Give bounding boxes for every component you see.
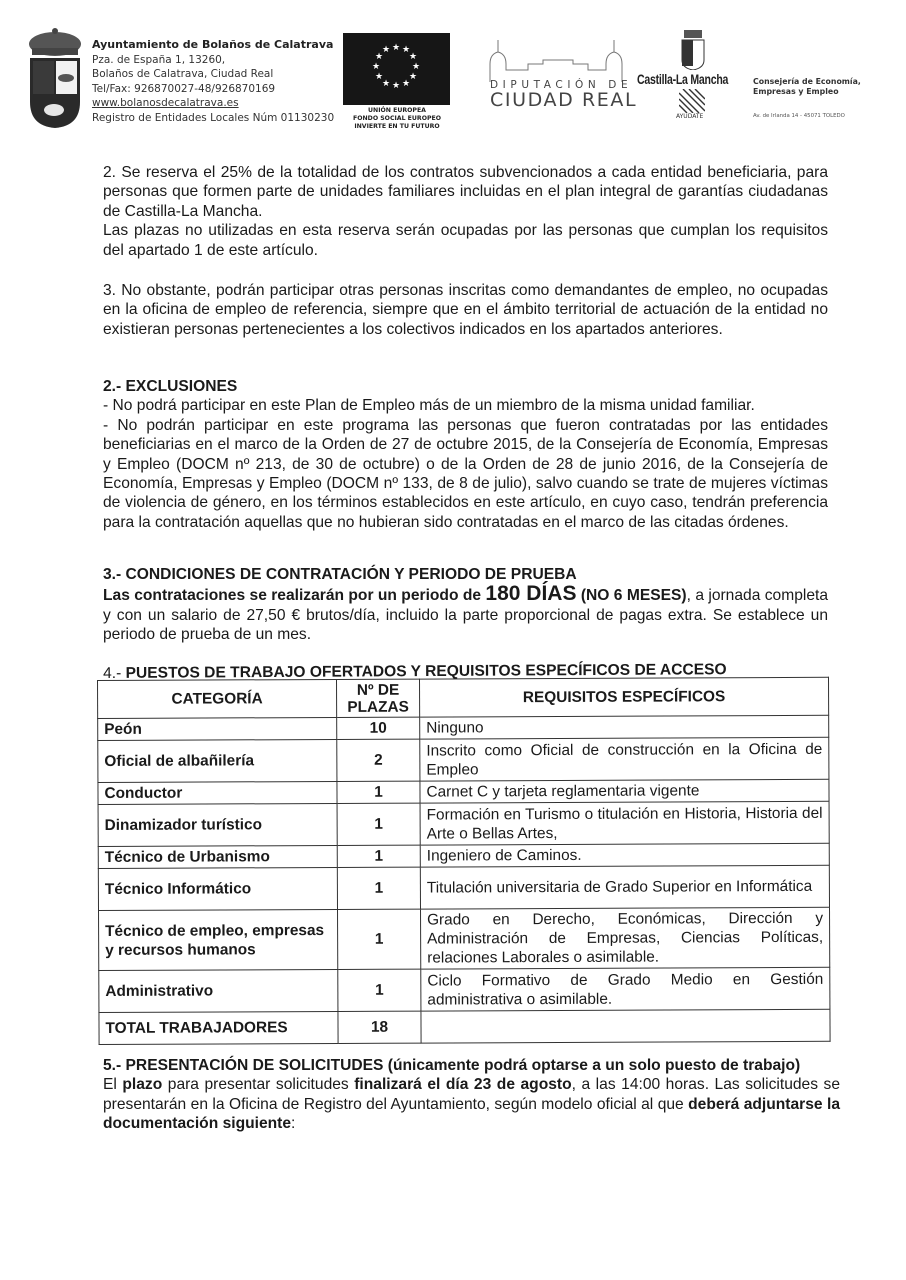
consejeria-address: Av. de Irlanda 14 - 45071 TOLEDO — [753, 113, 845, 119]
cell-category: Dinamizador turístico — [98, 803, 337, 846]
cell-places: 2 — [337, 739, 420, 781]
municipality-website-link[interactable]: www.bolanosdecalatrava.es — [92, 97, 239, 109]
cell-places: 1 — [338, 909, 421, 969]
section-title: 5.- PRESENTACIÓN DE SOLICITUDES (únicamente podrá optarse a un solo puesto de trabajo) — [103, 1057, 801, 1074]
svg-text:★: ★ — [391, 81, 401, 91]
eu-caption — [338, 107, 456, 131]
eu-caption-line: INVIERTE EN TU FUTURO — [354, 123, 440, 130]
diputacion-line-1: DIPUTACIÓN DE — [490, 79, 633, 91]
bold-text: (NO 6 MESES) — [576, 587, 687, 605]
svg-text:★: ★ — [374, 72, 384, 82]
diputacion-line-2: CIUDAD REAL — [490, 89, 638, 111]
consejeria-line: Empresas y Empleo — [753, 87, 839, 96]
cell-requirements: Grado en Derecho, Económicas, Dirección y Administración de Empresas, Ciencias Políticas, relaciones Laborales o asimilable. — [421, 907, 830, 969]
svg-text:★: ★ — [374, 52, 384, 62]
municipality-name: Ayuntamiento de Bolaños de Calatrava — [92, 38, 334, 51]
table-row — [99, 967, 830, 1012]
cell-places: 1 — [337, 867, 420, 909]
cell-requirements: Inscrito como Oficial de construcción en la Oficina de Empleo — [420, 737, 829, 781]
cell-total-requirements — [421, 1009, 830, 1043]
cell-category: Técnico de Urbanismo — [98, 845, 337, 868]
cell-category: Administrativo — [99, 969, 338, 1012]
section-title-text: PUESTOS DE TRABAJO OFERTADOS Y REQUISITOS ESPECÍFICOS DE ACCESO — [125, 661, 727, 682]
section-solicitudes — [103, 1056, 840, 1134]
header-places — [336, 679, 419, 717]
paragraph-text: 2. Se reserva el 25% de la totalidad de los contratos subvencionados a cada entidad beneficiaria, para personas que formen parte de unidades familiares incluidas en el plan integral de garantías ciudadanas de Castilla-La Mancha. — [103, 164, 828, 220]
eu-caption-line: FONDO SOCIAL EUROPEO — [353, 115, 441, 122]
paragraph-3 — [103, 281, 828, 339]
svg-text:★: ★ — [401, 45, 411, 55]
header-places-line: Nº DE — [356, 681, 400, 699]
header-category: CATEGORÍA — [98, 679, 337, 718]
cell-total-places: 18 — [338, 1011, 421, 1043]
bold-text: plazo — [122, 1076, 163, 1094]
table-row — [98, 779, 829, 804]
svg-text:★: ★ — [381, 79, 391, 89]
svg-text:★: ★ — [371, 62, 381, 72]
cell-requirements: Ingeniero de Caminos. — [420, 843, 829, 867]
plain-text: El — [103, 1076, 123, 1094]
cell-requirements: Carnet C y tarjeta reglamentaria vigente — [420, 779, 829, 803]
municipality-address-2: Bolaños de Calatrava, Ciudad Real — [92, 68, 274, 80]
cell-category: Técnico Informático — [98, 867, 337, 910]
section-condiciones — [103, 565, 828, 645]
section-title: 2.- EXCLUSIONES — [103, 378, 238, 395]
plain-text: , a jornada completa y con un salario de 27,50 € brutos/día, incluido la parte proporcional de pagas extra. Se establece un periodo de prueba de un mes. — [103, 587, 829, 644]
cell-requirements: Ninguno — [420, 715, 829, 739]
plain-text: , a las 14:00 horas. Las solicitudes se presentarán en la Oficina de Registro del Ayuntamiento, según modelo oficial al que — [103, 1076, 841, 1113]
table-row — [98, 715, 829, 740]
municipality-info — [92, 38, 334, 125]
paragraph-2 — [103, 163, 828, 260]
cell-places: 1 — [337, 781, 420, 803]
paragraph-text: Las plazas no utilizadas en esta reserva serán ocupadas por las personas que cumplan los requisitos del apartado 1 de este artículo. — [103, 222, 828, 259]
duration-highlight: 180 DÍAS — [485, 582, 577, 606]
clm-crest-icon — [678, 30, 708, 70]
cell-category: Oficial de albañilería — [98, 739, 337, 782]
solicitudes-text — [103, 1075, 840, 1133]
section-number: 4.- — [103, 664, 126, 682]
coat-of-arms-icon — [26, 26, 84, 130]
cell-places: 1 — [338, 969, 421, 1011]
cell-requirements: Formación en Turismo o titulación en Historia, Historia del Arte o Bellas Artes, — [420, 801, 829, 845]
municipality-phone: Tel/Fax: 926870027-48/926870169 — [92, 82, 276, 95]
section-title-text: 3.- CONDICIONES DE CONTRATACIÓN Y PERIODO DE PRUEBA — [103, 566, 577, 583]
eu-flag-icon — [343, 33, 450, 105]
header-places-line: PLAZAS — [347, 698, 409, 716]
clm-name: Castilla-La Mancha — [637, 72, 729, 87]
table-row — [98, 801, 829, 846]
header-requirements: REQUISITOS ESPECÍFICOS — [419, 677, 828, 717]
table-row — [99, 907, 830, 970]
plain-text: para presentar solicitudes — [162, 1076, 355, 1094]
svg-text:★: ★ — [411, 62, 421, 72]
cell-places: 1 — [337, 803, 420, 845]
cell-category: Peón — [98, 717, 337, 740]
bold-text: deberá adjuntarse la documentación siguiente — [103, 1095, 840, 1133]
table-row — [98, 737, 829, 782]
exclusion-item: - No podrán participar en este programa las personas que fueron contratadas por las entidades beneficiarias en el marco de la Orden de 27 de octubre 2015, de la Consejería de Economía, Empresas y Empleo (DOCM nº 213, de 30 de octubre) o de la Orden de 28 de junio 2016, de la Consejería de Economía, Empresas y Empleo (DOCM nº 133, de 8 de julio), salvo cuando se trate de mujeres víctimas de violencia de género, en los términos establecidos en este artículo, en cuyo caso, tendrán preferencia para la contratación aquellas que no hubieran sido contratadas en el marco de las citadas órdenes. — [103, 416, 828, 531]
cell-places: 1 — [337, 845, 420, 867]
condiciones-text — [103, 584, 828, 644]
cell-total-label: TOTAL TRABAJADORES — [99, 1011, 338, 1044]
plain-text: : — [291, 1115, 296, 1133]
table-header-row — [98, 677, 829, 718]
cell-requirements: Ciclo Formativo de Grado Medio en Gestión administrativa o asimilable. — [421, 967, 830, 1011]
cell-requirements: Titulación universitaria de Grado Superior en Informática — [420, 865, 829, 909]
paragraph-text: 3. No obstante, podrán participar otras personas inscritas como demandantes de empleo, no ocupadas en la oficina de empleo de referencia, siempre que en el ámbito territorial de actuación de la entidad no existieran personas pertenecientes a los colectivos indicados en los apartados anteriores. — [103, 282, 828, 338]
cell-category: Técnico de empleo, empresas y recursos humanos — [99, 909, 338, 970]
clm-sub: AYUDATE — [676, 113, 704, 120]
table-row — [98, 843, 829, 868]
table-row — [98, 865, 829, 910]
bold-text: Las contrataciones se realizarán por un periodo de — [103, 587, 486, 605]
municipality-address-1: Pza. de España 1, 13260, — [92, 53, 226, 66]
section-exclusiones — [103, 377, 828, 532]
consejeria-name — [753, 77, 861, 97]
eu-caption-line: UNIÓN EUROPEA — [368, 107, 426, 114]
municipality-registry: Registro de Entidades Locales Núm 01130230 — [92, 111, 335, 124]
jobs-table — [97, 677, 831, 1045]
svg-text:★: ★ — [401, 79, 411, 89]
deadline-text: finalizará el día 23 de agosto — [354, 1076, 572, 1094]
section-title — [103, 565, 828, 584]
svg-text:★: ★ — [391, 43, 401, 53]
clm-stripes-icon — [679, 89, 705, 113]
exclusion-item: - No podrá participar en este Plan de Empleo más de un miembro de la misma unidad familiar. — [103, 397, 755, 415]
table-total-row — [99, 1009, 830, 1044]
svg-text:★: ★ — [408, 52, 418, 62]
svg-text:★: ★ — [408, 72, 418, 82]
consejeria-line: Consejería de Economía, — [753, 77, 861, 86]
cell-category: Conductor — [98, 781, 337, 804]
svg-text:★: ★ — [381, 45, 391, 55]
cell-places: 10 — [337, 717, 420, 739]
